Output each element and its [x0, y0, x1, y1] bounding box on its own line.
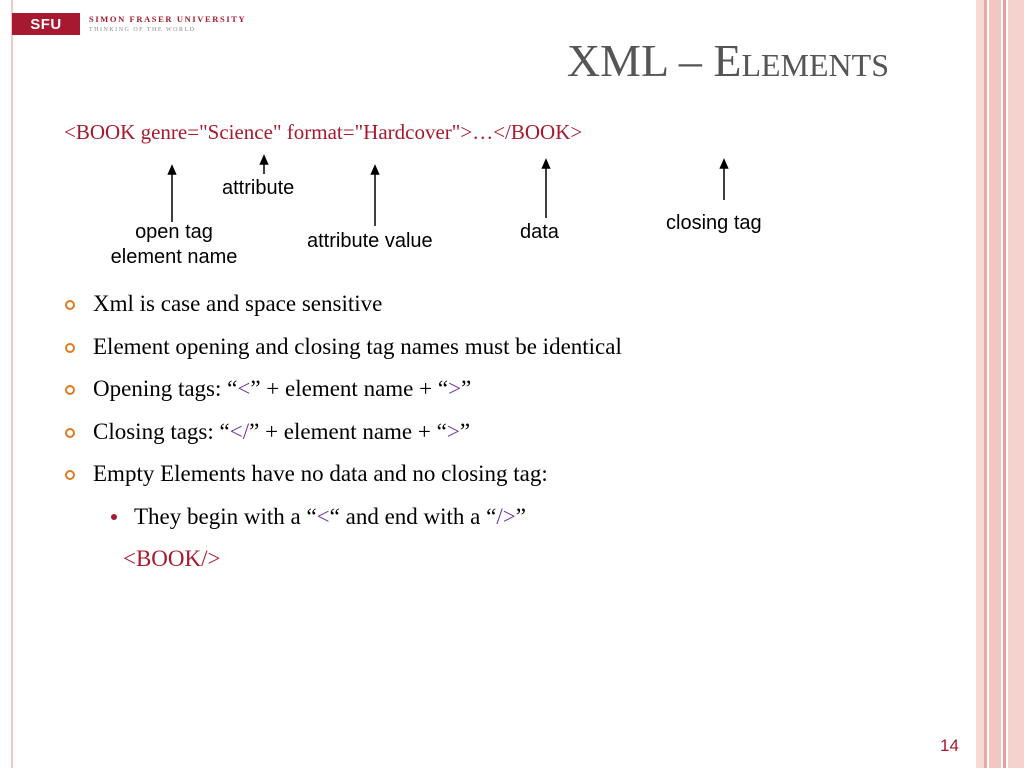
decorative-stripes	[976, 0, 1024, 768]
bullet-item	[62, 288, 942, 331]
symbol-self-close: />	[496, 503, 516, 529]
left-border-line	[11, 0, 13, 768]
sub-bullet-dot-icon	[111, 514, 117, 520]
bullet-text: Xml is case and space sensitive	[93, 291, 383, 316]
bullet-item	[62, 416, 942, 459]
bullet-text-prefix: Opening tags: “	[93, 376, 238, 401]
logo-abbreviation: SFU	[12, 13, 80, 35]
label-data: data	[520, 221, 559, 243]
bullet-text: Empty Elements have no data and no closing tag:	[93, 461, 548, 486]
bullet-circle-icon	[65, 385, 75, 395]
code-example-empty-element: <BOOK/>	[123, 545, 221, 571]
arrow-attribute	[261, 156, 268, 174]
label-open-tag	[86, 220, 262, 270]
sfu-logo	[12, 13, 246, 35]
symbol-open-angle: <	[316, 503, 330, 529]
xml-example-line: <BOOK genre="Science" format="Hardcover">…</BOOK>	[64, 120, 583, 144]
bullet-item	[62, 373, 942, 416]
bullet-circle-icon	[65, 343, 75, 353]
sub-bullet-item	[62, 501, 942, 543]
sub-bullet-text-suffix: ”	[515, 503, 526, 529]
arrow-closing-tag	[721, 160, 728, 200]
bullet-circle-icon	[65, 300, 75, 310]
bullet-text-middle: ” + element name + “	[249, 418, 447, 444]
arrow-open-tag	[169, 166, 176, 222]
slide-title: XML – Elements	[566, 35, 889, 86]
bullet-circle-icon	[65, 470, 75, 480]
symbol-close-angle: >	[448, 376, 462, 401]
sub-bullet-text-prefix: They begin with a “	[134, 503, 317, 529]
bullet-text-suffix: ”	[459, 418, 471, 444]
label-element-name: element name	[110, 246, 238, 268]
label-attribute: attribute	[222, 177, 295, 199]
symbol-open-slash-angle: </	[229, 418, 250, 444]
arrow-data	[543, 160, 550, 218]
bullet-text-prefix: Closing tags: “	[93, 418, 230, 444]
bullet-item	[62, 331, 942, 374]
bullet-item	[62, 458, 942, 501]
bullet-text-suffix: ”	[461, 376, 472, 401]
bullet-text-middle: ” + element name + “	[250, 376, 449, 401]
symbol-close-angle: >	[446, 418, 460, 444]
bullet-circle-icon	[65, 428, 75, 438]
arrow-attribute-value	[372, 166, 379, 226]
page-number: 14	[940, 736, 959, 755]
symbol-open-angle: <	[237, 376, 251, 401]
bullet-list	[62, 288, 942, 575]
sub-bullet-text-middle: “ and end with a “	[329, 503, 497, 529]
logo-university-name: SIMON FRASER UNIVERSITY	[89, 14, 247, 25]
logo-text	[89, 15, 246, 33]
label-closing-tag: closing tag	[666, 212, 762, 234]
logo-tagline: THINKING OF THE WORLD	[89, 26, 196, 33]
label-attribute-value: attribute value	[307, 230, 433, 252]
bullet-text: Element opening and closing tag names must be identical	[93, 333, 622, 359]
label-open-tag-line1: open tag	[135, 221, 213, 243]
